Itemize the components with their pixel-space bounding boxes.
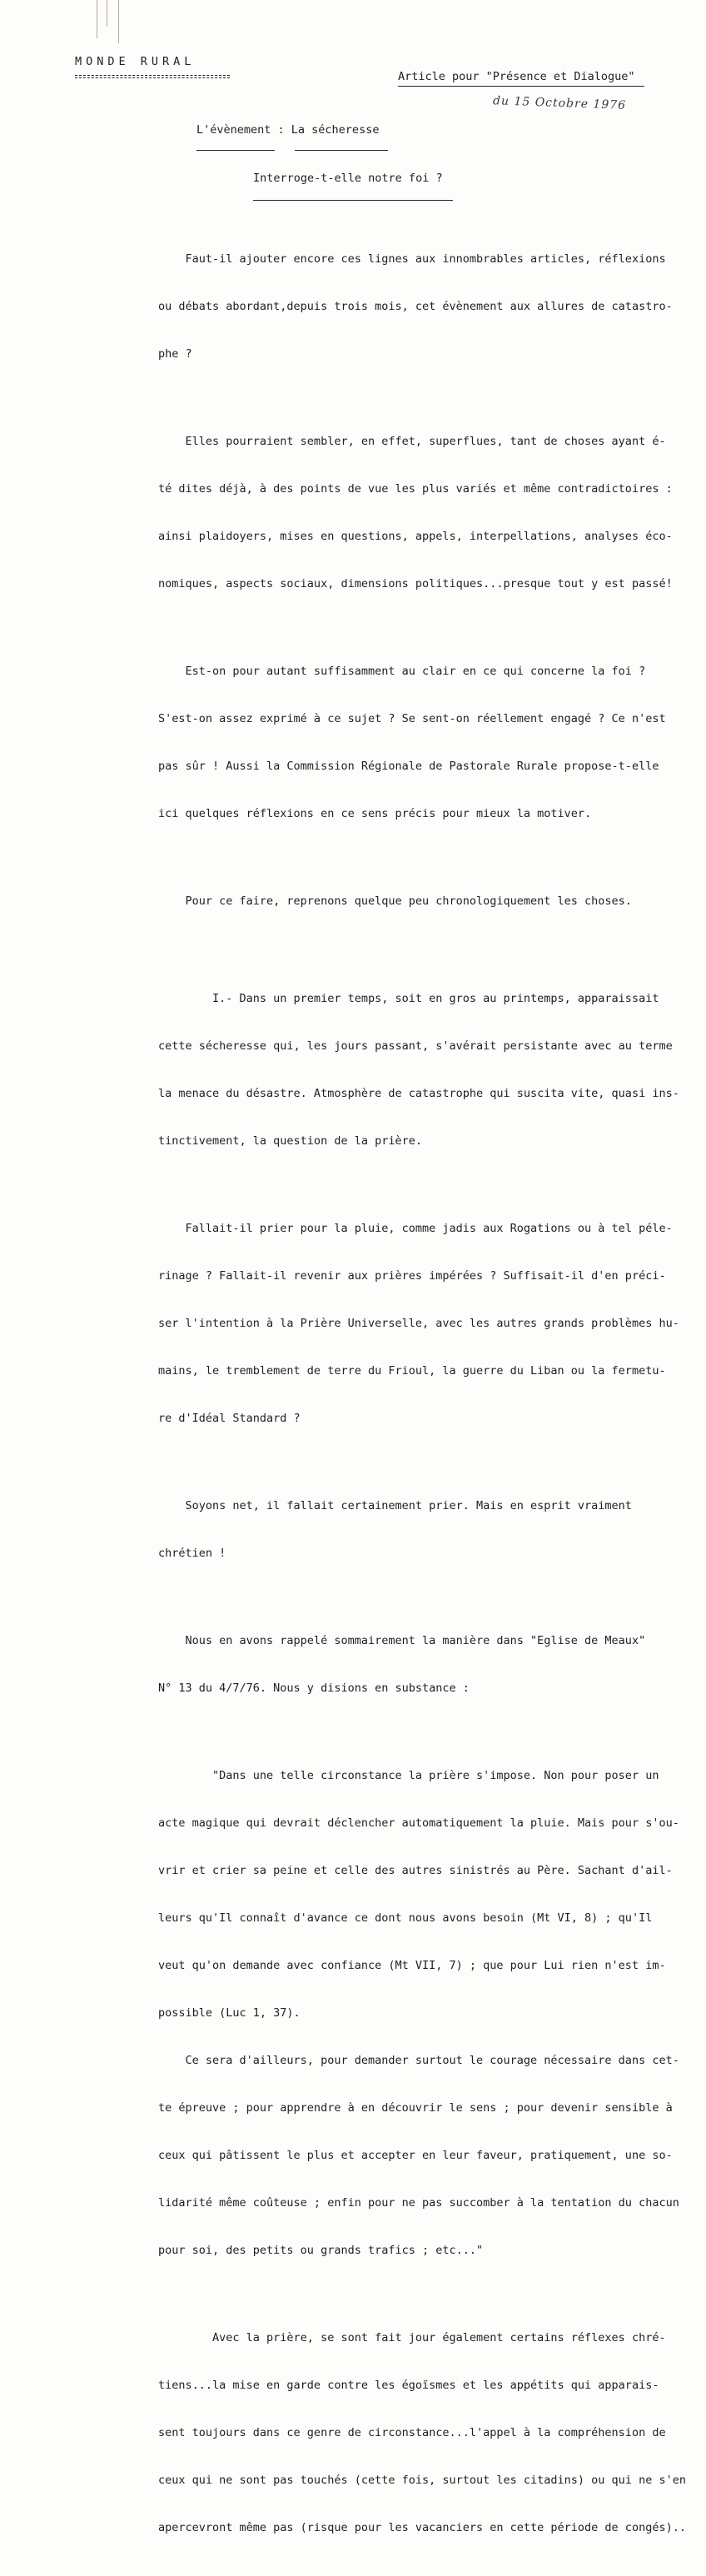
paragraph [158,862,704,941]
text-line: lidarité même coûteuse ; enfin pour ne pas succomber à la tentation du chacun [158,2196,679,2210]
event-title-rule [295,150,388,151]
text-line: nomiques, aspects sociaux, dimensions politiques...presque tout y est passé! [158,577,673,590]
text-line: tinctivement, la question de la prière. [158,1134,422,1148]
text-line: ou débats abordant,depuis trois mois, cet évènement aux allures de catastro- [158,300,673,313]
text-line: acte magique qui devrait déclencher automatiquement la pluie. Mais pour s'ou- [158,1816,679,1830]
text-line: leurs qu'Il connaît d'avance ce dont nous avons besoin (Mt VI, 8) ; qu'Il [158,1911,653,1925]
text-line: re d'Idéal Standard ? [158,1412,301,1425]
paragraph [158,1602,704,1728]
text-line: Elles pourraient sembler, en effet, superflues, tant de choses ayant é- [158,435,666,448]
header-right-rule [398,86,644,87]
text-line: N° 13 du 4/7/76. Nous y disions en substance : [158,1682,470,1695]
text-line: te épreuve ; pour apprendre à en découvrir le sens ; pour devenir sensible à [158,2101,673,2115]
event-title: L'évènement : La sécheresse [196,123,380,137]
header-left: MONDE RURAL [75,55,196,68]
text-line: ici quelques réflexions en ce sens précis pour mieux la motiver. [158,807,592,820]
text-line: S'est-on assez exprimé à ce sujet ? Se sent-on réellement engagé ? Ce n'est [158,712,666,725]
text-line: veut qu'on demande avec confiance (Mt VII, 7) ; que pour Lui rien n'est im- [158,1959,666,1972]
text-line: té dites déjà, à des points de vue les plus variés et même contradictoires : [158,482,673,496]
paragraph [158,959,704,1181]
text-line: ser l'intention à la Prière Universelle, avec les autres grands problèmes hu- [158,1317,679,1330]
paragraph [158,402,704,624]
text-line: apercevront même pas (risque pour les vacanciers en cette période de congés).. [158,2521,686,2534]
text-line: Soyons net, il fallait certainement prier. Mais en esprit vraiment [158,1499,632,1512]
text-line: vrir et crier sa peine et celle des autres sinistrés au Père. Sachant d'ail- [158,1864,673,1877]
question-title: Interroge-t-elle notre foi ? [253,172,443,185]
text-line: cette sécheresse qui, les jours passant, s'avérait persistante avec au terme [158,1039,673,1053]
paragraph [158,632,704,854]
text-line: Faut-il ajouter encore ces lignes aux innombrables articles, réflexions [158,252,666,266]
text-line: Pour ce faire, reprenons quelque peu chronologiquement les choses. [158,894,632,908]
article-body [158,220,704,2576]
text-line: pas sûr ! Aussi la Commission Régionale de Pastorale Rurale propose-t-elle [158,760,659,773]
text-line: la menace du désastre. Atmosphère de catastrophe qui suscita vite, quasi ins- [158,1087,679,1100]
quotation [158,1736,704,2290]
header-left-rule [75,75,230,78]
text-line: phe ? [158,347,192,361]
text-line: Fallait-il prier pour la pluie, comme jadis aux Rogations ou à tel péle- [158,1222,673,1235]
paragraph [158,1467,704,1593]
text-line: chrétien ! [158,1547,226,1560]
text-line: "Dans une telle circonstance la prière s'impose. Non pour poser un [158,1769,659,1782]
text-line: ceux qui pâtissent le plus et accepter en leur faveur, pratiquement, une so- [158,2149,673,2162]
text-line: Est-on pour autant suffisamment au clair en ce qui concerne la foi ? [158,665,646,678]
paragraph [158,1189,704,1458]
paragraph [158,2299,704,2568]
text-line: possible (Luc 1, 37). [158,2006,301,2020]
text-line: mains, le tremblement de terre du Frioul, la guerre du Liban ou la fermetu- [158,1364,666,1378]
text-line: sent toujours dans ce genre de circonstance...l'appel à la compréhension de [158,2426,666,2439]
paragraph [158,220,704,394]
scan-mark [118,0,119,43]
text-line: ceux qui ne sont pas touchés (cette fois, surtout les citadins) ou qui ne s'en [158,2474,686,2487]
header-right: Article pour "Présence et Dialogue" [398,70,635,83]
text-line: Ce sera d'ailleurs, pour demander surtout le courage nécessaire dans cet- [158,2054,679,2067]
question-title-rule [253,200,453,201]
text-line: pour soi, des petits ou grands trafics ; etc..." [158,2244,484,2257]
text-line: Nous en avons rappelé sommairement la manière dans "Eglise de Meaux" [158,1634,646,1647]
text-line: I.- Dans un premier temps, soit en gros au printemps, apparaissait [158,992,659,1005]
handwritten-date: du 15 Octobre 1976 [492,94,627,112]
text-line: rinage ? Fallait-il revenir aux prières impérées ? Suffisait-il d'en préci- [158,1269,666,1283]
text-line: ainsi plaidoyers, mises en questions, appels, interpellations, analyses éco- [158,530,673,543]
text-line: tiens...la mise en garde contre les égoïsmes et les appétits qui apparais- [158,2379,659,2392]
event-title-rule [196,150,275,151]
text-line: Avec la prière, se sont fait jour également certains réflexes chré- [158,2331,666,2344]
